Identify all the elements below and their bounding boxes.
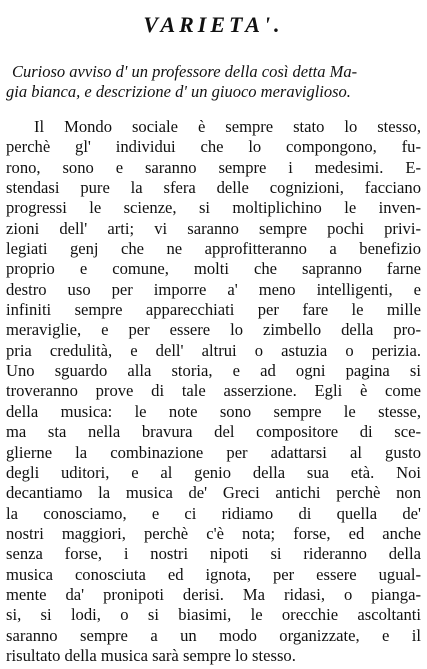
section-title: VARIETA'. bbox=[143, 12, 284, 37]
body-line: degli uditori, e al genio della sua età. Noi bbox=[6, 462, 421, 482]
body-line: saranno sempre a un modo organizzate, e il bbox=[6, 625, 421, 645]
body-line: glierne la combinazione per adattarsi al gusto bbox=[6, 442, 421, 462]
article-subtitle bbox=[6, 62, 421, 102]
body-line: si, si lodi, o si biasimi, le orecchie ascoltanti bbox=[6, 605, 421, 625]
body-line: musica conosciuta ed ignota, per essere ugual- bbox=[6, 564, 421, 584]
body-line: nostri maggiori, perchè c'è nota; forse, ed anche bbox=[6, 523, 421, 543]
body-line: destro uso per imporre a' meno intelligenti, e bbox=[6, 279, 421, 299]
body-line: della musica: le note sono sempre le stesse, bbox=[6, 401, 421, 421]
body-line: meraviglie, e per essere lo zimbello della pro- bbox=[6, 320, 421, 340]
body-line: infiniti sempre apparecchiati per fare le mille bbox=[6, 300, 421, 320]
body-line: troveranno prove di tale asserzione. Egli è come bbox=[6, 381, 421, 401]
body-line: progressi le scienze, si moltiplichino le inven- bbox=[6, 198, 421, 218]
body-line: legiati genj che ne approfitteranno a benefizio bbox=[6, 239, 421, 259]
subtitle-line: gia bianca, e descrizione d' un giuoco meraviglioso. bbox=[6, 82, 351, 101]
body-line: proprio e comune, molti che sapranno farne bbox=[6, 259, 421, 279]
body-line: la conosciamo, e ci ridiamo di quella de' bbox=[6, 503, 421, 523]
subtitle-line: Curioso avviso d' un professore della così detta Ma- bbox=[12, 62, 358, 81]
body-line: zioni dell' arti; vi saranno sempre pochi privi- bbox=[6, 218, 421, 238]
body-line: ma sta nella bravura del compositore di sce- bbox=[6, 422, 421, 442]
body-line: Uno sguardo alla storia, e ad ogni pagina si bbox=[6, 361, 421, 381]
body-line: pria credulità, e dell' altrui o astuzia o perizia. bbox=[6, 340, 421, 360]
body-line: decantiamo la musica de' Greci antichi perchè non bbox=[6, 483, 421, 503]
body-line: rono, sono e saranno sempre i medesimi. E- bbox=[6, 157, 421, 177]
body-line: stendasi pure la sfera delle cognizioni, facciano bbox=[6, 178, 421, 198]
article-body bbox=[6, 117, 421, 666]
body-line: Il Mondo sociale è sempre stato lo stesso, bbox=[34, 117, 421, 136]
body-line: mente da' pronipoti derisi. Ma ridasi, o pianga- bbox=[6, 584, 421, 604]
body-line: perchè gl' individui che lo compongono, fu- bbox=[6, 137, 421, 157]
body-line: senza forse, i nostri nipoti si rideranno della bbox=[6, 544, 421, 564]
body-line: risultato della musica sarà sempre lo stesso. bbox=[6, 645, 296, 665]
